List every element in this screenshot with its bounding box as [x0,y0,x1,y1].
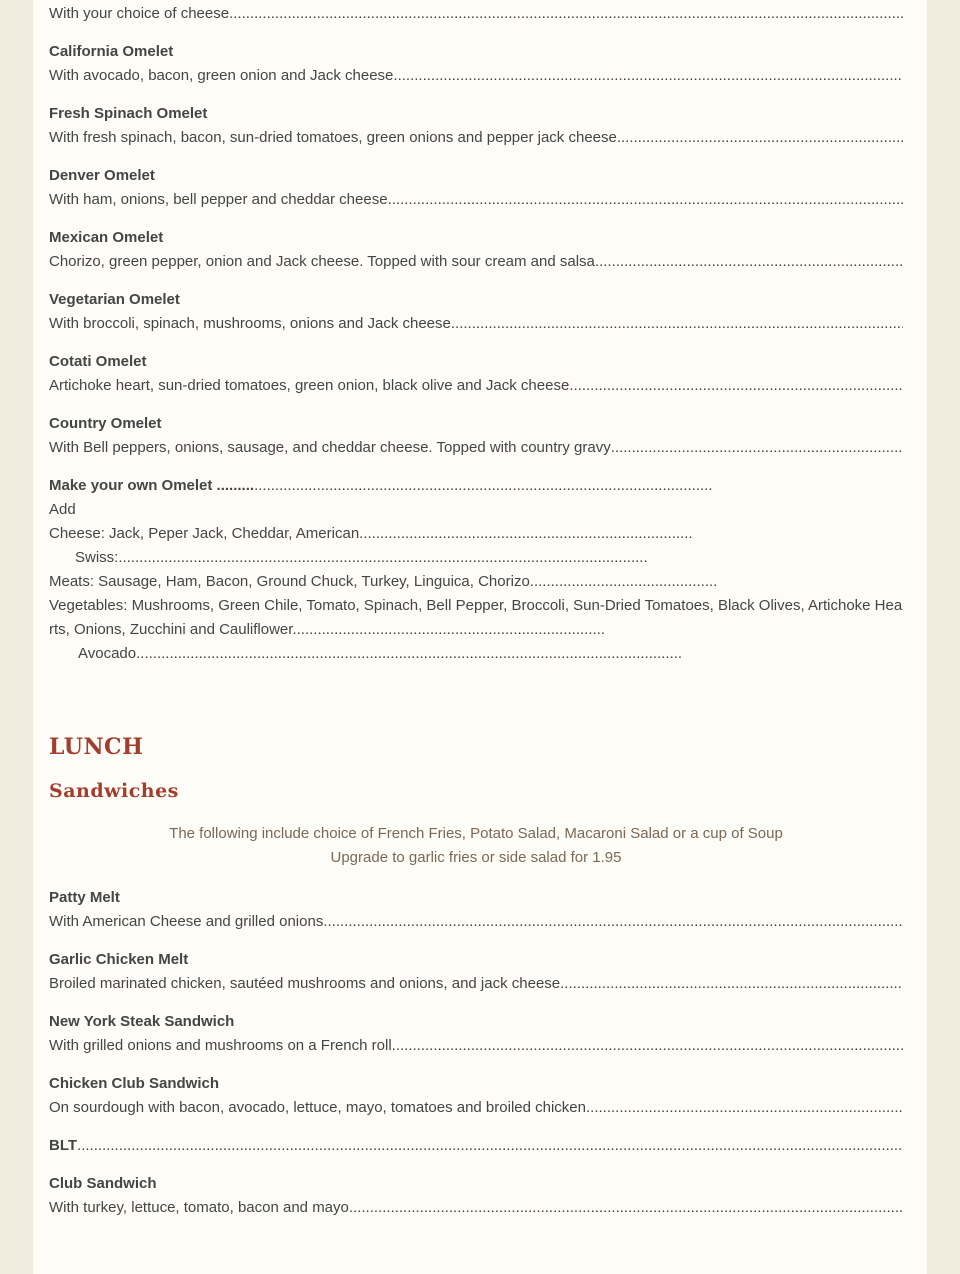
sides-note: The following include choice of French Fries, Potato Salad, Macaroni Salad or a cup of Soup [169,825,783,842]
item-desc: With broccoli, spinach, mushrooms, onions and Jack cheese ..... [49,312,903,336]
menu-item-california-omelet [49,40,903,88]
menu-item-vegetarian-omelet [49,288,903,336]
menu-item-country-omelet [49,412,903,460]
menu-item-cotati-omelet [49,350,903,398]
swiss-option: Swiss:............................................................................................................................... [75,549,648,566]
menu-item-mexican-omelet [49,226,903,274]
menu-page [33,0,927,1274]
dotted-leader [388,188,903,212]
menu-item-garlic-chicken-melt [49,948,903,996]
item-desc: Artichoke heart, sun-dried tomatoes, green onion, black olive and Jack cheese ..... [49,374,903,398]
menu-item-denver-omelet [49,164,903,212]
item-desc: With Bell peppers, onions, sausage, and cheddar cheese. Topped with country gravy ..... [49,436,903,460]
dotted-leader [595,250,903,274]
make-your-own-heading [49,474,903,498]
dotted-leader [229,2,903,26]
item-name: Chicken Club Sandwich [49,1075,220,1092]
item-desc: With avocado, bacon, green onion and Jack cheese ..... [49,64,903,88]
dotted-leader [77,1134,903,1158]
make-your-own-section [49,474,903,666]
make-your-own-dots: .............................................................................................................. [254,477,713,494]
item-desc: With American Cheese and grilled onions ..... [49,910,903,934]
item-desc: Chorizo, green pepper, onion and Jack cheese. Topped with sour cream and salsa ..... [49,250,903,274]
intro-desc-text: With your choice of cheese [49,5,230,22]
sandwiches-title: Sandwiches [49,780,179,802]
item-desc: Broiled marinated chicken, sautéed mushrooms and onions, and jack cheese ..... [49,972,903,996]
menu-item-patty-melt [49,886,903,934]
avocado-option: Avocado................................................................................................................................... [78,645,683,662]
item-desc: With fresh spinach, bacon, sun-dried tomatoes, green onions and pepper jack cheese ..... [49,126,903,150]
menu-item-fresh-spinach-omelet [49,102,903,150]
item-desc: With turkey, lettuce, tomato, bacon and mayo ..... [49,1196,903,1220]
dotted-leader [393,64,903,88]
item-name: Fresh Spinach Omelet [49,105,208,122]
dotted-leader [560,972,903,996]
intro-desc [49,2,903,26]
make-your-own-name: Make your own Omelet ......... [49,477,255,494]
dotted-leader [617,126,903,150]
item-name: Cotati Omelet [49,353,147,370]
dotted-leader [569,374,903,398]
dotted-leader [392,1034,903,1058]
item-name: Denver Omelet [49,167,155,184]
item-name: California Omelet [49,43,174,60]
item-name: Garlic Chicken Melt [49,951,189,968]
menu-item-chicken-club-sandwich [49,1072,903,1120]
item-name: Country Omelet [49,415,162,432]
dotted-leader [611,436,903,460]
item-desc: On sourdough with bacon, avocado, lettuce, mayo, tomatoes and broiled chicken ..... [49,1096,903,1120]
item-name: Mexican Omelet [49,229,164,246]
dotted-leader [451,312,903,336]
cheese-options: Cheese: Jack, Peper Jack, Cheddar, American................................................................................ [49,525,693,542]
item-name: New York Steak Sandwich [49,1013,235,1030]
lunch-title: LUNCH [49,734,144,760]
item-line [49,1134,903,1158]
dotted-leader [586,1096,903,1120]
menu-item-blt [49,1134,903,1158]
item-name: Club Sandwich [49,1175,157,1192]
menu-item-new-york-steak-sandwich [49,1010,903,1058]
upgrade-note: Upgrade to garlic fries or side salad for 1.95 [330,849,622,866]
vegetable-options: Vegetables: Mushrooms, Green Chile, Tomato, Spinach, Bell Pepper, Broccoli, Sun-Dried Tomatoes, Black Olives, Artichoke Hearts, Onions, Zucchini and Cauliflower........................................................................... [49,597,903,638]
sandwiches-notes [49,822,903,870]
item-desc: With grilled onions and mushrooms on a French roll ..... [49,1034,903,1058]
add-label: Add [49,501,76,518]
item-desc: With ham, onions, bell pepper and cheddar cheese ..... [49,188,903,212]
item-name: BLT [49,1137,78,1154]
dotted-leader [323,910,903,934]
dotted-leader [349,1196,903,1220]
meat-options: Meats: Sausage, Ham, Bacon, Ground Chuck, Turkey, Linguica, Chorizo............................................. [49,573,718,590]
item-name: Patty Melt [49,889,120,906]
item-name: Vegetarian Omelet [49,291,180,308]
